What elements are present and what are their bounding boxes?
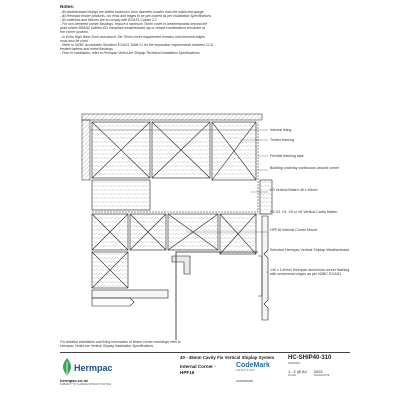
date-cell (314, 369, 330, 377)
callout-corner-flashing: 140 x 140mm Hermpac aluminium corner flashing with unhemmed edges as per NZBC E2/AS1 (270, 268, 350, 277)
note-line: point where BRANZ bulletin 411 compliant weatherboard lap or rebate combinations terminate at (60, 26, 205, 31)
issued-date-value: 2022 (313, 369, 323, 374)
installation-note (60, 340, 260, 348)
codemark-text: CodeMark (236, 362, 270, 369)
drawing-label: DRAWING (288, 362, 301, 365)
codemark-logo (236, 362, 270, 372)
title-block (60, 352, 350, 386)
drawing-title: 40 - 45mm Cavity Fix Vertical Shiplap System (180, 355, 275, 360)
note-line: - For non-hemmed corner flashings; ensure a minimum 75mm cover to weatherboards beyond the (60, 22, 208, 27)
brand-url: hermpac.co.nz (60, 378, 89, 383)
note-line: must also be used. (60, 38, 89, 43)
callout-cavity-batten: H3 V3, V4, V5 or V6 Vertical Cavity Batten (270, 210, 338, 214)
note-line: the corner junction. (60, 30, 89, 35)
issued-date-label: ISSUED DATE (313, 374, 330, 377)
change-notice: SUBJECT TO CHANGE WITHOUT NOTICE (60, 383, 112, 386)
callout-timber-framing: Timber framing (270, 138, 295, 142)
scale-cell (288, 369, 307, 377)
drawing-number: HC-SHIP40-310 (288, 355, 332, 361)
callout-flashing-tape: Flexible flashing tape (270, 154, 304, 158)
installation-note-line: For detailed installation and fixing information of timber corner mouldings refer to (60, 340, 181, 344)
installation-note-line: Hermpac VerticLine Vertical Shiplap Installation Specifications. (60, 344, 154, 349)
shiplap-weatherboard (258, 216, 268, 320)
note-line: treated battens and metal flashings (60, 46, 113, 51)
note-line: - Prior to installation, refer to Hermpac VerticLine Shiplap Technical Installation Specifications. (60, 50, 201, 55)
note-line: - In Extra High Wind Zone and above, the 75mm cover requirement remains and hemmed edges (60, 34, 205, 39)
note-line: - All Hermpac timber products, cut ends and edges to be pre-coated as per Installation Specifications (60, 14, 212, 19)
note-line: - All weatherboard fixings pre-drilled maximum 1mm diameter smaller than the nail/screw gauge (60, 10, 204, 14)
codemark-certified: CERTIFIED (236, 369, 256, 372)
notes-title: Notes: (60, 4, 75, 9)
callout-building-underlay: Building underlay continuous around corner (270, 166, 340, 170)
drawing-subtitle-code: HPF16 (180, 370, 195, 375)
scale-value: 1 : 2 @ A4 (288, 369, 307, 374)
scale-label: SCALE (288, 374, 296, 377)
callout-corner-mould: HPF16 Internal Corner Mould (270, 228, 317, 232)
callout-weatherboard: Selected Hermpac Vertical Shiplap Weatherboard (270, 248, 350, 252)
timber-framing (92, 122, 256, 210)
weatherboard-bottom (92, 290, 168, 306)
hermpac-logo-icon (60, 358, 74, 376)
drawing-subtitle: Internal Corner - (180, 364, 216, 369)
meta-row (288, 369, 330, 377)
codemark-number: CMNZ30036 (236, 379, 254, 383)
note-line: - All materials and fixtures are to comply with E2/AS1 Clause 2.2 (60, 18, 157, 23)
hermpac-logo (60, 356, 113, 386)
corner-mould (172, 256, 190, 274)
callout-internal-lining: Internal lining (270, 128, 292, 132)
callout-vertical-batten: H3 Vertical Batten 45 x 45mm (270, 188, 318, 192)
note-line: - Refer to NZBC Acceptable Solutions E2/AS1 Table 21 for the separation requirements between CCA (60, 42, 213, 47)
brand-name: Hermpac (74, 363, 113, 373)
